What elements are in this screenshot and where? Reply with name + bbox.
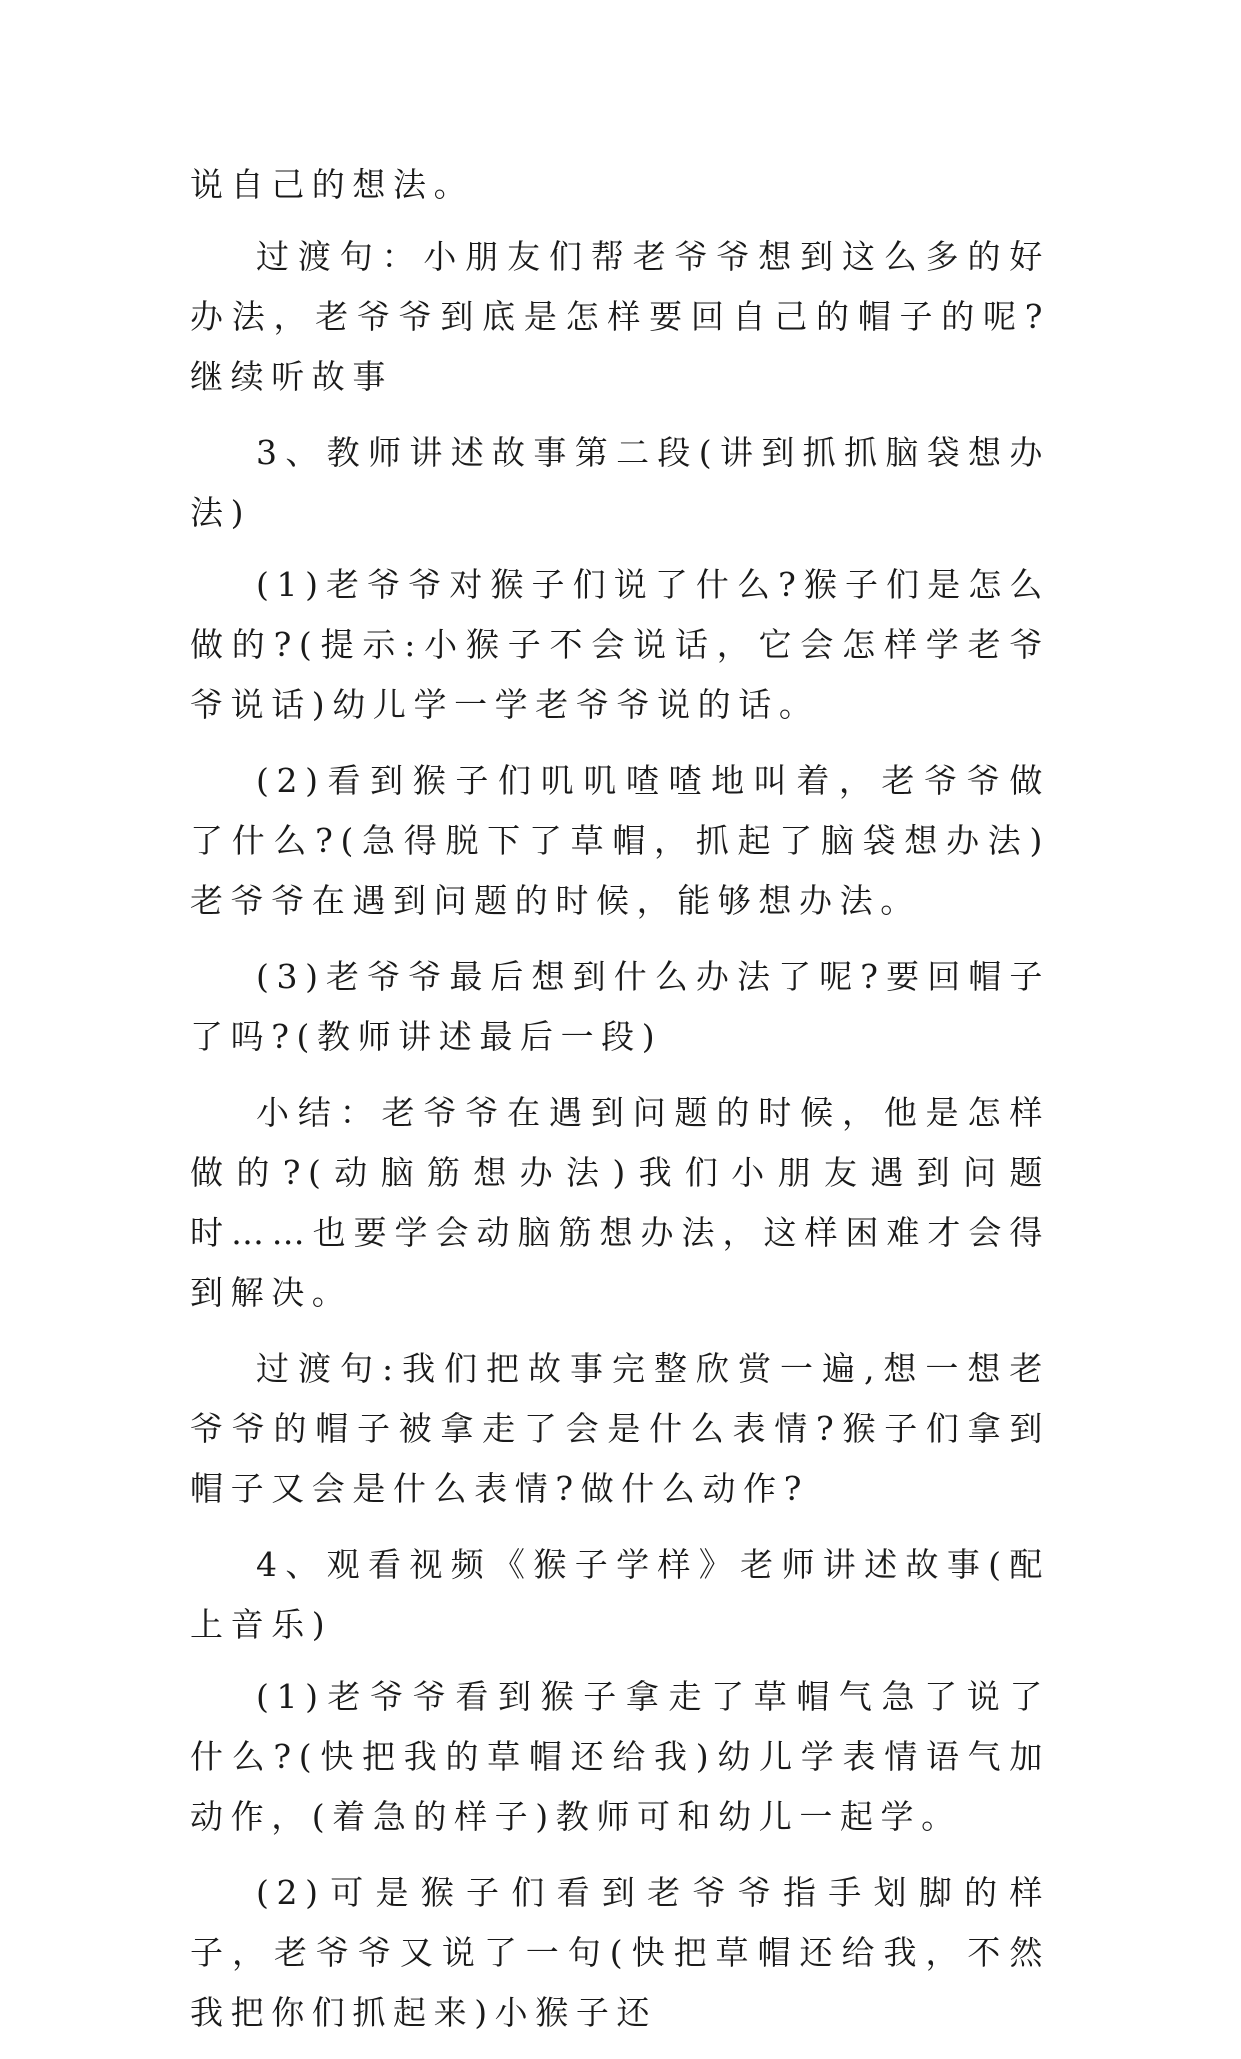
paragraph-step-3: 3、教师讲述故事第二段(讲到抓抓脑袋想办法) — [190, 433, 1050, 532]
paragraph-video-question-2: (2)可是猴子们看到老爷爷指手划脚的样子，老爷爷又说了一句(快把草帽还给我，不然我把你们抓起来)小猴子还 — [190, 1873, 1050, 2032]
paragraph-video-question-1: (1)老爷爷看到猴子拿走了草帽气急了说了什么?(快把我的草帽还给我)幼儿学表情语气加动作，(着急的样子)教师可和幼儿一起学。 — [190, 1677, 1050, 1836]
paragraph-transition-1: 过渡句：小朋友们帮老爷爷想到这么多的好办法，老爷爷到底是怎样要回自己的帽子的呢?继续听故事 — [190, 237, 1050, 396]
paragraph-continuation: 说自己的想法。 — [190, 165, 475, 204]
paragraph-question-1: (1)老爷爷对猴子们说了什么?猴子们是怎么做的?(提示:小猴子不会说话，它会怎样学老爷爷说话)幼儿学一学老爷爷说的话。 — [190, 565, 1050, 724]
paragraph-step-4: 4、观看视频《猴子学样》老师讲述故事(配上音乐) — [190, 1545, 1050, 1644]
paragraph-summary: 小结：老爷爷在遇到问题的时候，他是怎样做的?(动脑筋想办法)我们小朋友遇到问题时……也要学会动脑筋想办法，这样困难才会得到解决。 — [190, 1093, 1050, 1312]
paragraph-question-3: (3)老爷爷最后想到什么办法了呢?要回帽子了吗?(教师讲述最后一段) — [190, 957, 1050, 1056]
paragraph-transition-2: 过渡句:我们把故事完整欣赏一遍,想一想老爷爷的帽子被拿走了会是什么表情?猴子们拿到帽子又会是什么表情?做什么动作? — [190, 1349, 1050, 1508]
document-body — [190, 155, 1050, 2059]
paragraph-question-2: (2)看到猴子们叽叽喳喳地叫着，老爷爷做了什么?(急得脱下了草帽，抓起了脑袋想办法)老爷爷在遇到问题的时候，能够想办法。 — [190, 761, 1050, 920]
